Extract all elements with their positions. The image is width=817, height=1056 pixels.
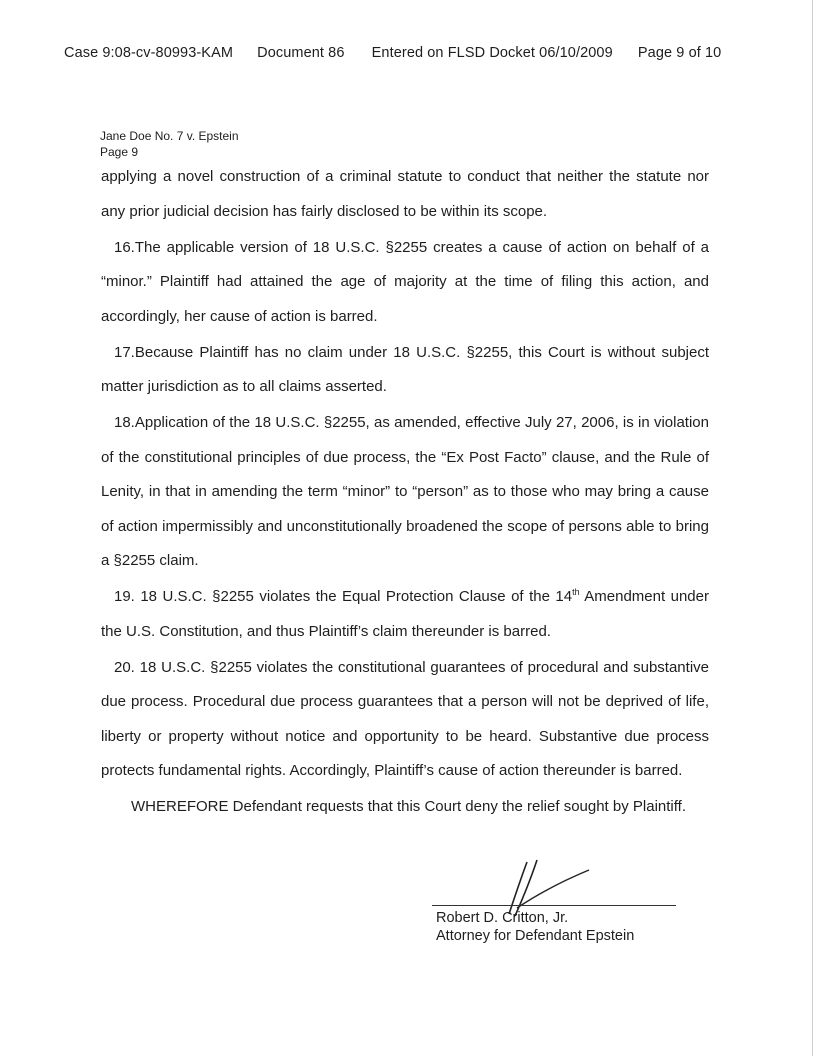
ordinal-suffix: th — [572, 587, 580, 597]
page-indicator: Page 9 of 10 — [637, 45, 722, 61]
docket-entry-date: Entered on FLSD Docket 06/10/2009 — [371, 45, 613, 61]
paragraph-continued: applying a novel construction of a criminal statute to conduct that neither the statute nor any prior judicial decision has fairly disclosed to be within its scope. — [101, 168, 709, 220]
signer-name: Robert D. Critton, Jr. — [436, 910, 569, 926]
paragraph-19-part-b: Amendment under the U.S. Constitution, and thus Plaintiff’s claim thereunder is barred. — [101, 588, 709, 640]
paragraph-16: 16.The applicable version of 18 U.S.C. §2255 creates a cause of action on behalf of a “minor.” Plaintiff had attained the age of majority at the time of filing this action, and accordingly, her cause of action is barred. — [101, 238, 709, 325]
signer-title: Attorney for Defendant Epstein — [436, 928, 635, 944]
case-number: Case 9:08-cv-80993-KAM — [64, 45, 234, 61]
paragraph-19-part-a: 19. 18 U.S.C. §2255 violates the Equal Protection Clause of the 14 — [114, 588, 573, 605]
paragraph-17: 17.Because Plaintiff has no claim under 18 U.S.C. §2255, this Court is without subject matter jurisdiction as to all claims asserted. — [101, 343, 709, 395]
document-body — [101, 160, 709, 826]
paragraph-18: 18.Application of the 18 U.S.C. §2255, as amended, effective July 27, 2006, is in violation of the constitutional principles of due process, the “Ex Post Facto” clause, and the Rule of Lenity, in that in amending the term “minor” to “person” as to those who may bring a cause of action impermissibly and unconstitutionally broadened the scope of persons able to bring a §2255 claim. — [101, 414, 709, 569]
paragraph-20: 20. 18 U.S.C. §2255 violates the constitutional guarantees of procedural and substantive due process. Procedural due process guarantees that a person will not be deprived of life, liberty or property without notice and opportunity to be heard. Substantive due process protects fundamental rights. Accordingly, Plaintiff’s cause of action thereunder is barred. — [101, 658, 709, 779]
signature-block — [436, 909, 634, 945]
page-edge — [812, 0, 813, 1056]
wherefore-clause: WHEREFORE Defendant requests that this Court deny the relief sought by Plaintiff. — [131, 798, 686, 815]
signature-line — [432, 905, 676, 906]
document-number: Document 86 — [257, 45, 345, 61]
docket-header — [64, 45, 721, 61]
caption-title: Jane Doe No. 7 v. Epstein — [100, 129, 239, 143]
paragraph-19 — [101, 580, 709, 649]
case-caption — [100, 128, 239, 160]
caption-page: Page 9 — [100, 145, 139, 159]
